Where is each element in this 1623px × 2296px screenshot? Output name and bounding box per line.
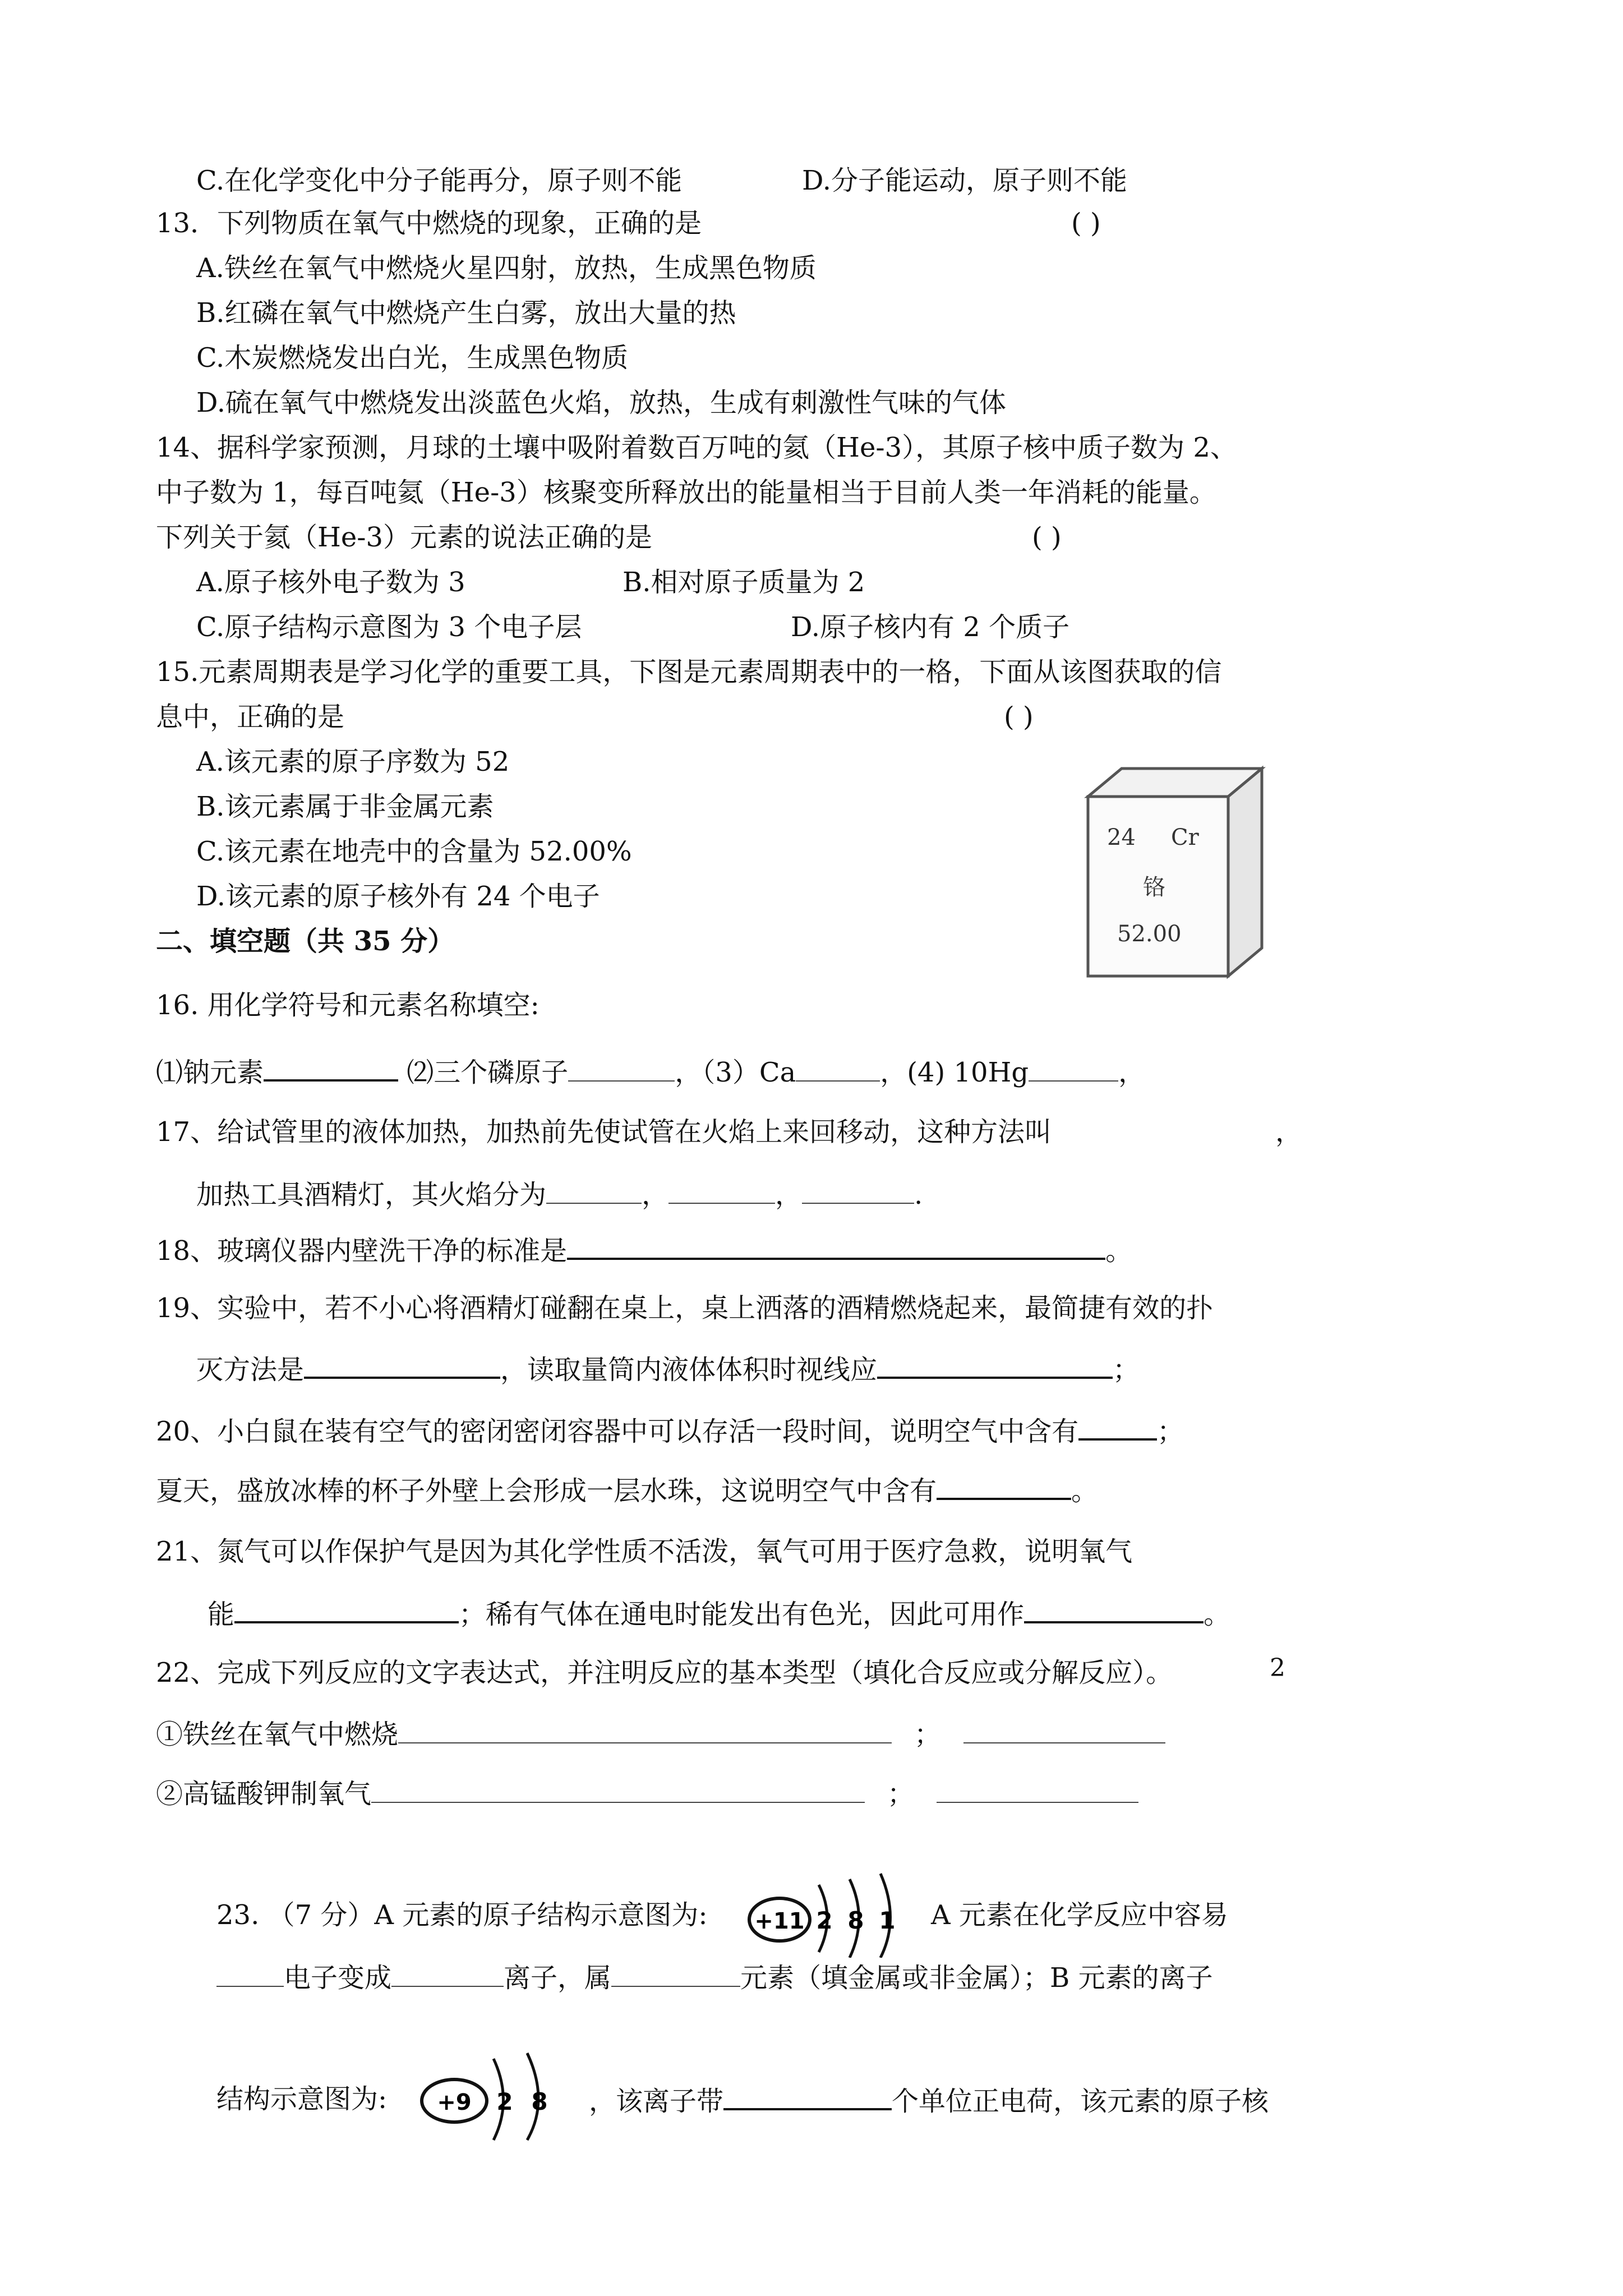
q15-option-c: C.该元素在地壳中的含量为 52.00% [196,836,632,867]
q22-reaction-1-label: ①铁丝在氧气中燃烧 [156,1719,399,1750]
q14-line-1: 14、据科学家预测，月球的土壤中吸附着数百万吨的氦（He-3），其原子核中质子数为 2、 [156,432,1237,463]
periodic-cell-box-icon [1077,763,1290,987]
q17-line-1: 17、给试管里的液体加热，加热前先使试管在火焰上来回移动，这种方法叫 [156,1116,1052,1148]
q14-option-b: B.相对原子质量为 2 [623,567,865,598]
q13-answer-paren: ( ) [1071,208,1101,239]
q23-blank-gain-lose[interactable] [216,1960,284,1987]
q20-blank-1[interactable] [1078,1412,1157,1441]
q13-stem: 13．下列物质在氧气中燃烧的现象，正确的是 [156,208,702,239]
q21-blank-2[interactable] [1024,1595,1204,1623]
q16-stem: 16. 用化学符号和元素名称填空: [156,990,540,1021]
q20-line-2-text: 夏天，盛放冰棒的杯子外壁上会形成一层水珠，这说明空气中含有 [156,1475,937,1507]
q15-answer-paren: ( ) [1004,701,1034,733]
element-atomic-mass: 52.00 [1117,921,1182,947]
q17-end: . [914,1179,923,1211]
q22-reaction-1 [156,1717,1165,1751]
q15-option-a: A.该元素的原子序数为 52 [196,746,510,777]
atom-a-shell-2: 8 [847,1907,864,1934]
q17-sep-2: ， [775,1179,803,1211]
q23-line-1a: 23. （7 分）A 元素的原子结构示意图为: [216,1899,708,1931]
element-atomic-number: 24 [1107,825,1136,850]
q20-line-2 [156,1472,1098,1508]
q23-line-2c: 元素（填金属或非金属）；B 元素的离子 [740,1962,1213,1994]
q23-line-2a: 电子变成 [284,1962,392,1994]
atom-a-shell-1: 2 [816,1907,833,1934]
q20-blank-2[interactable] [937,1472,1071,1500]
q16-end: ， [1118,1057,1146,1088]
q16-part-3: ，（3）Ca [675,1057,796,1088]
q14-option-d: D.原子核内有 2 个质子 [791,611,1070,643]
q23-line-3b: ，该离子带 [589,2086,724,2117]
q18-stem: 18、玻璃仪器内壁洗干净的标准是 [156,1235,568,1267]
atom-a-nucleus: +11 [754,1908,805,1934]
q23-blank-element-type[interactable] [611,1960,740,1987]
q15-option-d: D.该元素的原子核外有 24 个电子 [196,881,600,912]
q18-line [156,1232,1132,1268]
q16-blank-1[interactable] [264,1053,398,1082]
ion-b-shell-2: 8 [531,2088,548,2115]
q14-option-a: A.原子核外电子数为 3 [196,567,465,598]
q19-line-2b: ，读取量筒内液体体积时视线应 [500,1354,878,1386]
periodic-table-cell [1077,763,1290,987]
q17-blank-flame-3[interactable] [802,1177,914,1204]
q17-line-2-text: 加热工具酒精灯，其火焰分为 [196,1179,547,1211]
atom-a-shell-3: 1 [879,1907,896,1934]
q23-line-2 [216,1960,1213,1995]
q14-line-2: 中子数为 1，每百吨氦（He-3）核聚变所释放出的能量相当于目前人类一年消耗的能量。 [156,477,1216,508]
q17-sep-1: ， [642,1179,669,1211]
q16-blank-4[interactable] [1029,1055,1118,1082]
q12-option-c: C.在化学变化中分子能再分，原子则不能 [196,165,683,196]
q16-part-1: ⑴钠元素 [156,1057,264,1088]
q22-blank-equation-2[interactable] [371,1776,865,1803]
q13-option-d: D.硫在氧气中燃烧发出淡蓝色火焰，放热，生成有刺激性气味的气体 [196,387,1007,418]
q23-line-3 [589,2082,1269,2118]
q21-line-1: 21、氮气可以作保护气是因为其化学性质不活泼，氧气可用于医疗急救，说明氧气 [156,1536,1133,1567]
q16-blank-3[interactable] [796,1055,880,1082]
atom-structure-icon [740,1868,909,1958]
q23-blank-ion-type[interactable] [391,1960,504,1987]
q22-reaction-2 [156,1776,1138,1811]
q16-line [156,1053,1145,1089]
q17-comma: ， [1275,1116,1303,1148]
q17-blank-flame-1[interactable] [546,1177,642,1204]
q15-option-b: B.该元素属于非金属元素 [196,791,494,822]
q22-blank-equation-1[interactable] [398,1717,892,1743]
q20-end-2: 。 [1071,1475,1099,1507]
q14-line-3: 下列关于氦（He-3）元素的说法正确的是 [156,522,653,553]
q18-blank[interactable] [567,1232,1105,1260]
q15-line-1: 15.元素周期表是学习化学的重要工具，下图是元素周期表中的一格，下面从该图获取的信 [156,656,1222,688]
q13-option-b: B.红磷在氧气中燃烧产生白雾，放出大量的热 [196,297,736,329]
q23-line-3a: 结构示意图为: [216,2083,388,2115]
element-name: 铬 [1143,875,1165,900]
section-2-title: 二、填空题（共 35 分） [156,926,455,957]
q21-line-2 [208,1595,1230,1631]
q22-blank-type-2[interactable] [937,1776,1138,1803]
q20-line-1-text: 20、小白鼠在装有空气的密闭密闭容器中可以存活一段时间，说明空气中含有 [156,1416,1079,1447]
q15-line-2: 息中，正确的是 [156,701,345,733]
q14-answer-paren: ( ) [1032,522,1062,553]
q19-blank-2[interactable] [877,1351,1113,1379]
q23-blank-charge[interactable] [723,2082,892,2110]
element-symbol: Cr [1171,825,1199,850]
q23-line-2b: 离子，属 [504,1962,612,1994]
q21-line-2a: 能 [208,1599,235,1630]
q16-blank-2[interactable] [568,1055,675,1082]
q12-option-d: D.分子能运动，原子则不能 [802,165,1128,196]
ion-b-nucleus: +9 [437,2090,472,2115]
q13-option-c: C.木炭燃烧发出白光，生成黑色物质 [196,342,629,374]
page-number: 2 [1270,1654,1285,1682]
q20-line-1 [156,1412,1184,1448]
q19-end: ； [1113,1354,1140,1386]
q19-blank-1[interactable] [304,1351,500,1379]
q21-end: 。 [1204,1599,1231,1630]
q16-part-2: ⑵三个磷原子 [407,1057,569,1088]
q22-sep-2: ； [887,1778,915,1810]
q13-option-a: A.铁丝在氧气中燃烧火星四射，放热，生成黑色物质 [196,252,817,284]
q17-line-2 [196,1177,923,1212]
ion-b-shell-1: 2 [496,2088,513,2115]
q23-line-3c: 个单位正电荷，该元素的原子核 [892,2086,1269,2117]
q23-line-1b: A 元素在化学反应中容易 [931,1899,1228,1931]
ion-structure-icon [415,2047,572,2143]
q19-line-2a: 灭方法是 [196,1354,305,1386]
q17-blank-flame-2[interactable] [668,1177,775,1204]
q18-end: 。 [1105,1235,1133,1267]
q14-option-c: C.原子结构示意图为 3 个电子层 [196,611,582,643]
q16-part-4: ，(4) 10Hg [880,1057,1029,1088]
q19-line-1: 19、实验中，若不小心将酒精灯碰翻在桌上，桌上洒落的酒精燃烧起来，最简捷有效的扑 [156,1292,1214,1324]
q22-stem: 22、完成下列反应的文字表达式，并注明反应的基本类型（填化合反应或分解反应）。 [156,1657,1173,1688]
q22-reaction-2-label: ②高锰酸钾制氧气 [156,1778,372,1810]
q21-line-2b: ；稀有气体在通电时能发出有色光，因此可用作 [459,1599,1025,1630]
q23-atom-a-diagram [740,1868,909,1960]
q22-blank-type-1[interactable] [963,1717,1165,1743]
q22-sep-1: ； [914,1719,942,1750]
q19-line-2 [196,1351,1140,1387]
q20-end-1: ； [1157,1416,1184,1447]
q21-blank-1[interactable] [234,1595,459,1623]
q23-ion-b-diagram [415,2047,572,2145]
